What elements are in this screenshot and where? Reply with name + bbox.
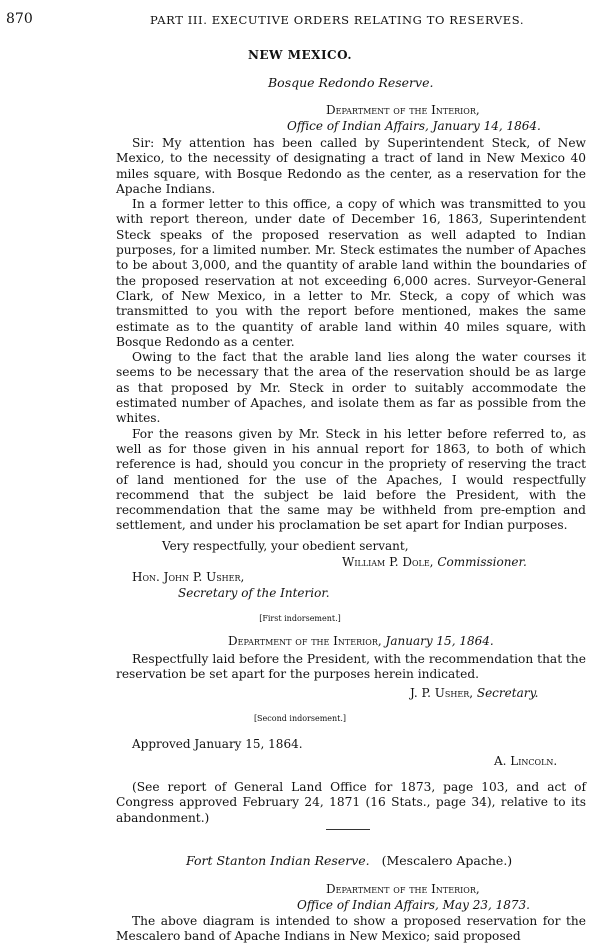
running-head: PART III. EXECUTIVE ORDERS RELATING TO RESERVES. <box>150 13 525 27</box>
second-indorsement-label: [Second indorsement.] <box>253 714 347 723</box>
next-body <box>116 914 586 945</box>
usher-signature: J. P. Usher, <box>410 686 474 700</box>
letter-signature <box>342 555 527 569</box>
signer-name: William P. Dole, <box>342 555 434 569</box>
lincoln-signature: A. Lincoln. <box>494 754 558 768</box>
next-department: Department of the Interior, <box>326 882 480 896</box>
letter-paragraph: For the reasons given by Mr. Steck in his letter before referred to, as well as for those given in his annual report for 1863, to both of which reference is had, should you concur in the propriety of reserving the tract of land mentioned for the use of the Apaches, I would respectfully recommend that the subject be laid before the President, with the recommendation that the same may be withheld from pre-emption and settlement, and under his proclamation be set apart for Indian purposes. <box>116 426 586 533</box>
signer-title: Commissioner. <box>437 555 527 569</box>
letter-body <box>116 136 586 534</box>
letter-paragraph: Sir: My attention has been called by Superintendent Steck, of New Mexico, to the necessity of designating a tract of land in New Mexico 40 miles square, with Bosque Redondo as the center, as a reservation for the Apache Indians. <box>116 136 586 196</box>
first-indorsement-date: January 15, 1864. <box>385 634 494 648</box>
state-heading: NEW MEXICO. <box>247 48 353 62</box>
first-indorsement-text: Respectfully laid before the President, with the recommendation that the reservation be set apart for the purposes herein indicated. <box>116 652 586 682</box>
usher-title: Secretary. <box>476 686 539 700</box>
addressee-name: Hon. John P. Usher, <box>132 570 245 584</box>
addressee-title: Secretary of the Interior. <box>178 586 330 600</box>
letter-paragraph: Owing to the fact that the arable land lies along the water courses it seems to be necessary that the area of the reservation should be as large as that proposed by Mr. Steck in order to suitably accommodate the estimated number of Apaches, and isolate them as far as possible from the whites. <box>116 350 586 426</box>
next-office-date: Office of Indian Affairs, May 23, 1873. <box>297 898 530 912</box>
letter-office-date: Office of Indian Affairs, January 14, 1864. <box>287 119 541 133</box>
first-indorsement-label: [First indorsement.] <box>259 614 341 623</box>
mescalero-subtitle <box>382 853 513 868</box>
next-section-heading <box>186 853 512 868</box>
first-indorsement-signature <box>410 686 538 700</box>
next-paragraph: The above diagram is intended to show a proposed reservation for the Mescalero band of Apache Indians in New Mexico; said proposed <box>116 914 586 944</box>
letter-department: Department of the Interior, <box>326 103 480 117</box>
first-indorsement-body <box>116 652 586 683</box>
reserve-title: Bosque Redondo Reserve. <box>268 75 434 90</box>
subtitle-text: (Mescalero Apache.) <box>381 853 513 868</box>
page-number: 870 <box>6 11 33 27</box>
letter-closing: Very respectfully, your obedient servant, <box>162 539 409 553</box>
first-indorsement-department: Department of the Interior, <box>228 634 382 648</box>
abandonment-note: (See report of General Land Office for 1873, page 103, and act of Congress approved February 24, 1871 (16 Stats., page 34), relative to its abandonment.) <box>116 780 586 825</box>
first-indorsement-heading <box>228 634 494 648</box>
fort-stanton-title: Fort Stanton Indian Reserve. <box>186 853 370 868</box>
approval-text: Approved January 15, 1864. <box>132 737 303 751</box>
section-divider <box>326 829 370 830</box>
letter-paragraph: In a former letter to this office, a copy of which was transmitted to you with report thereon, under date of December 16, 1863, Superintendent Steck speaks of the proposed reservation as well adapted to Indian purposes, for a limited number. Mr. Steck estimates the number of Apaches to be about 3,000, and the quantity of arable land within the boundaries of the proposed reservation at not exceeding 6,000 acres. Surveyor-General Clark, of New Mexico, in a letter to Mr. Steck, a copy of which was transmitted to you with the report before mentioned, makes the same estimate as to the quantity of arable land within 40 miles square, with Bosque Redondo as a center. <box>116 197 586 349</box>
abandonment-note-block <box>116 780 586 826</box>
